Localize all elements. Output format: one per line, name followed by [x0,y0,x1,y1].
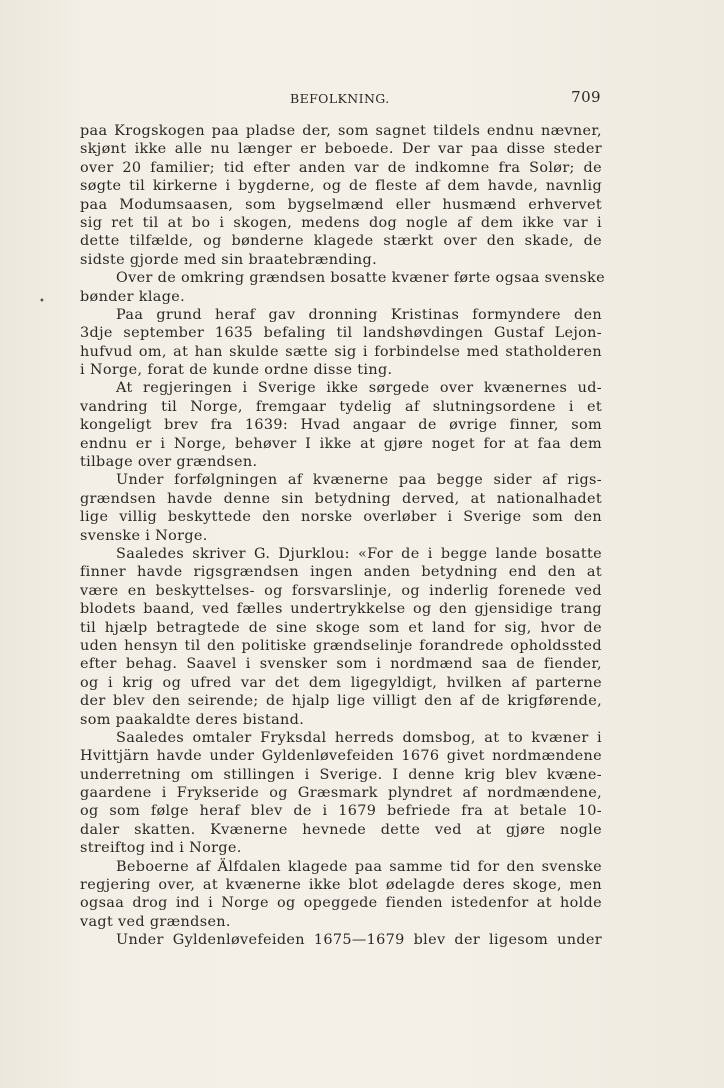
text-line: kongeligt brev fra 1639: Hvad angaar de øvrige finner, som [80,417,602,434]
text-line: 3dje september 1635 befaling til landshøvdingen Gustaf Lejon- [80,325,602,342]
text-line: skjønt ikke alle nu længer er beboede. Der var paa disse steder [80,141,602,158]
text-line: bønder klage. [80,288,186,305]
text-line: At regjeringen i Sverige ikke sørgede over kvænernes ud- [116,380,602,397]
text-line: hufvud om, at han skulde sætte sig i forbindelse med statholderen [80,343,602,360]
text-line: som paakaldte deres bistand. [80,711,305,728]
text-line: sig ret til at bo i skogen, medens dog nogle af dem ikke var i [80,214,602,231]
page-number: 709 [571,88,601,106]
text-line: ogsaa drog ind i Norge og opeggede fienden istedenfor at holde [80,895,602,912]
text-line: lige villig beskyttede den norske overløber i Sverige som den [80,509,602,526]
text-line: Saaledes omtaler Fryksdal herreds domsbog, at to kvæner i [116,729,602,746]
text-line: og som følge heraf blev de i 1679 befriede fra at betale 10- [80,803,602,820]
text-line: regjering over, at kvænerne ikke blot ødelagde deres skoge, men [80,877,602,894]
text-line: Saaledes skriver G. Djurklou: «For de i begge lande bosatte [116,545,602,562]
text-line: til hjælp betragtede de sine skoge som et land for sig, hvor de [80,619,602,636]
text-line: i Norge, forat de kunde ordne disse ting. [80,362,393,379]
text-line: over 20 familier; tid efter anden var de indkomne fra Solør; de [80,159,602,176]
text-line: grændsen havde denne sin betydning derved, at nationalhadet [80,490,602,507]
text-line: svenske i Norge. [80,527,208,544]
text-line: paa Modumsaasen, som bygselmænd eller husmænd erhvervet [80,196,602,213]
text-line: Paa grund heraf gav dronning Kristinas formyndere den [116,306,602,323]
text-line: tilbage over grændsen. [80,454,258,471]
text-line: blodets baand, ved fælles undertrykkelse og den gjensidige trang [80,601,602,618]
text-line: daler skatten. Kvænerne hevnede dette ved at gjøre nogle [80,821,602,838]
text-line: finner havde rigsgrændsen ingen anden betydning end den at [80,564,602,581]
text-line: dette tilfælde, og bønderne klagede stærkt over den skade, de [80,233,602,250]
text-line: uden hensyn til den politiske grændselinje forandrede opholdssted [80,637,602,654]
text-line: Hvittjärn havde under Gyldenløvefeiden 1676 givet nordmændene [80,748,602,765]
running-head [80,88,601,108]
text-line: Over de omkring grændsen bosatte kvæner førte ogsaa svenske [116,270,606,287]
text-line: gaardene i Frykseride og Græsmark plyndret af nordmændene, [80,785,602,802]
text-line: der blev den seirende; de hjalp lige villigt den af de krigførende, [80,693,602,710]
text-line: Beboerne af Älfdalen klagede paa samme tid for den svenske [116,858,602,875]
text-line: søgte til kirkerne i bygderne, og de fleste af dem havde, navnlig [80,178,602,195]
text-line: underretning om stillingen i Sverige. I denne krig blev kvæne- [80,766,602,783]
text-line: Under forfølgningen af kvænerne paa begge sider af rigs- [116,472,602,489]
text-line: Under Gyldenløvefeiden 1675—1679 blev der ligesom under [116,932,602,949]
text-line: vagt ved grændsen. [80,913,231,930]
margin-mark: • [39,296,45,307]
text-line: endnu er i Norge, behøver I ikke at gjøre noget for at faa dem [80,435,602,452]
running-head-title: BEFOLKNING. [290,91,390,106]
text-line: paa Krogskogen paa pladse der, som sagnet tildels endnu nævner, [80,123,602,139]
text-line: og i krig og ufred var det dem ligegyldigt, hvilken af parterne [80,674,602,691]
text-line: være en beskyttelses- og forsvarslinje, og inderlig forenede ved [80,582,602,599]
text-line: sidste gjorde med sin braatebrænding. [80,251,378,268]
text-line: efter behag. Saavel i svensker som i nordmænd saa de fiender, [80,656,602,673]
body-text [80,122,606,950]
text-line: vandring til Norge, fremgaar tydelig af slutningsordene i et [80,398,602,415]
text-line: streiftog ind i Norge. [80,840,242,857]
